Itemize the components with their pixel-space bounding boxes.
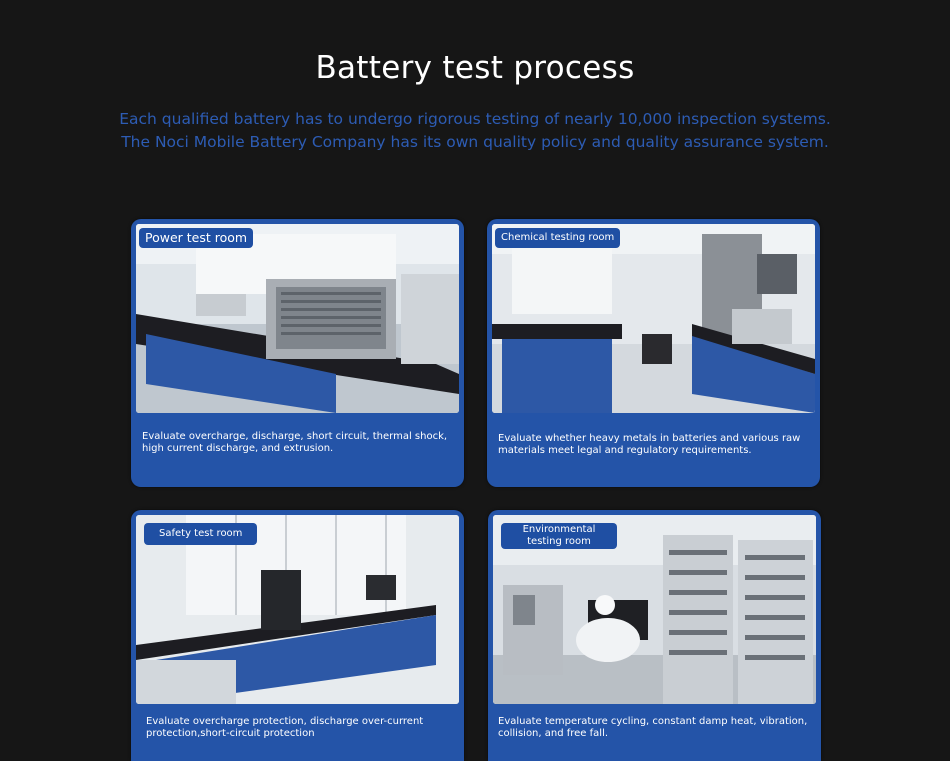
card-environmental-testing-room [488, 510, 821, 761]
safety-test-room-description: Evaluate overcharge protection, discharge over-current protection,short-circuit protection [146, 716, 424, 739]
subtitle-line-1: Each qualified battery has to undergo rigorous testing of nearly 10,000 inspection systems. [119, 110, 831, 128]
chemical-testing-room-description: Evaluate whether heavy metals in batteries and various raw materials meet legal and regulatory requirements. [498, 433, 801, 456]
chemical-testing-room-photo [492, 224, 815, 413]
card-power-test-room [131, 219, 464, 487]
card-chemical-testing-room [487, 219, 820, 487]
safety-test-room-label: Safety test room [144, 523, 257, 545]
subtitle-line-2: The Noci Mobile Battery Company has its own quality policy and quality assurance system. [121, 133, 829, 151]
chemical-testing-room-label: Chemical testing room [495, 228, 620, 248]
power-test-room-label: Power test room [139, 228, 253, 248]
page-title: Battery test process [315, 50, 635, 86]
page-subtitle [0, 108, 950, 154]
environmental-testing-room-description: Evaluate temperature cycling, constant damp heat, vibration, collision, and free fall. [498, 716, 808, 739]
environmental-testing-room-label: Environmental testing room [501, 523, 617, 549]
card-safety-test-room [131, 510, 464, 761]
power-test-room-photo [136, 224, 459, 413]
power-test-room-description: Evaluate overcharge, discharge, short circuit, thermal shock, high current discharge, and extrusion. [142, 431, 448, 454]
